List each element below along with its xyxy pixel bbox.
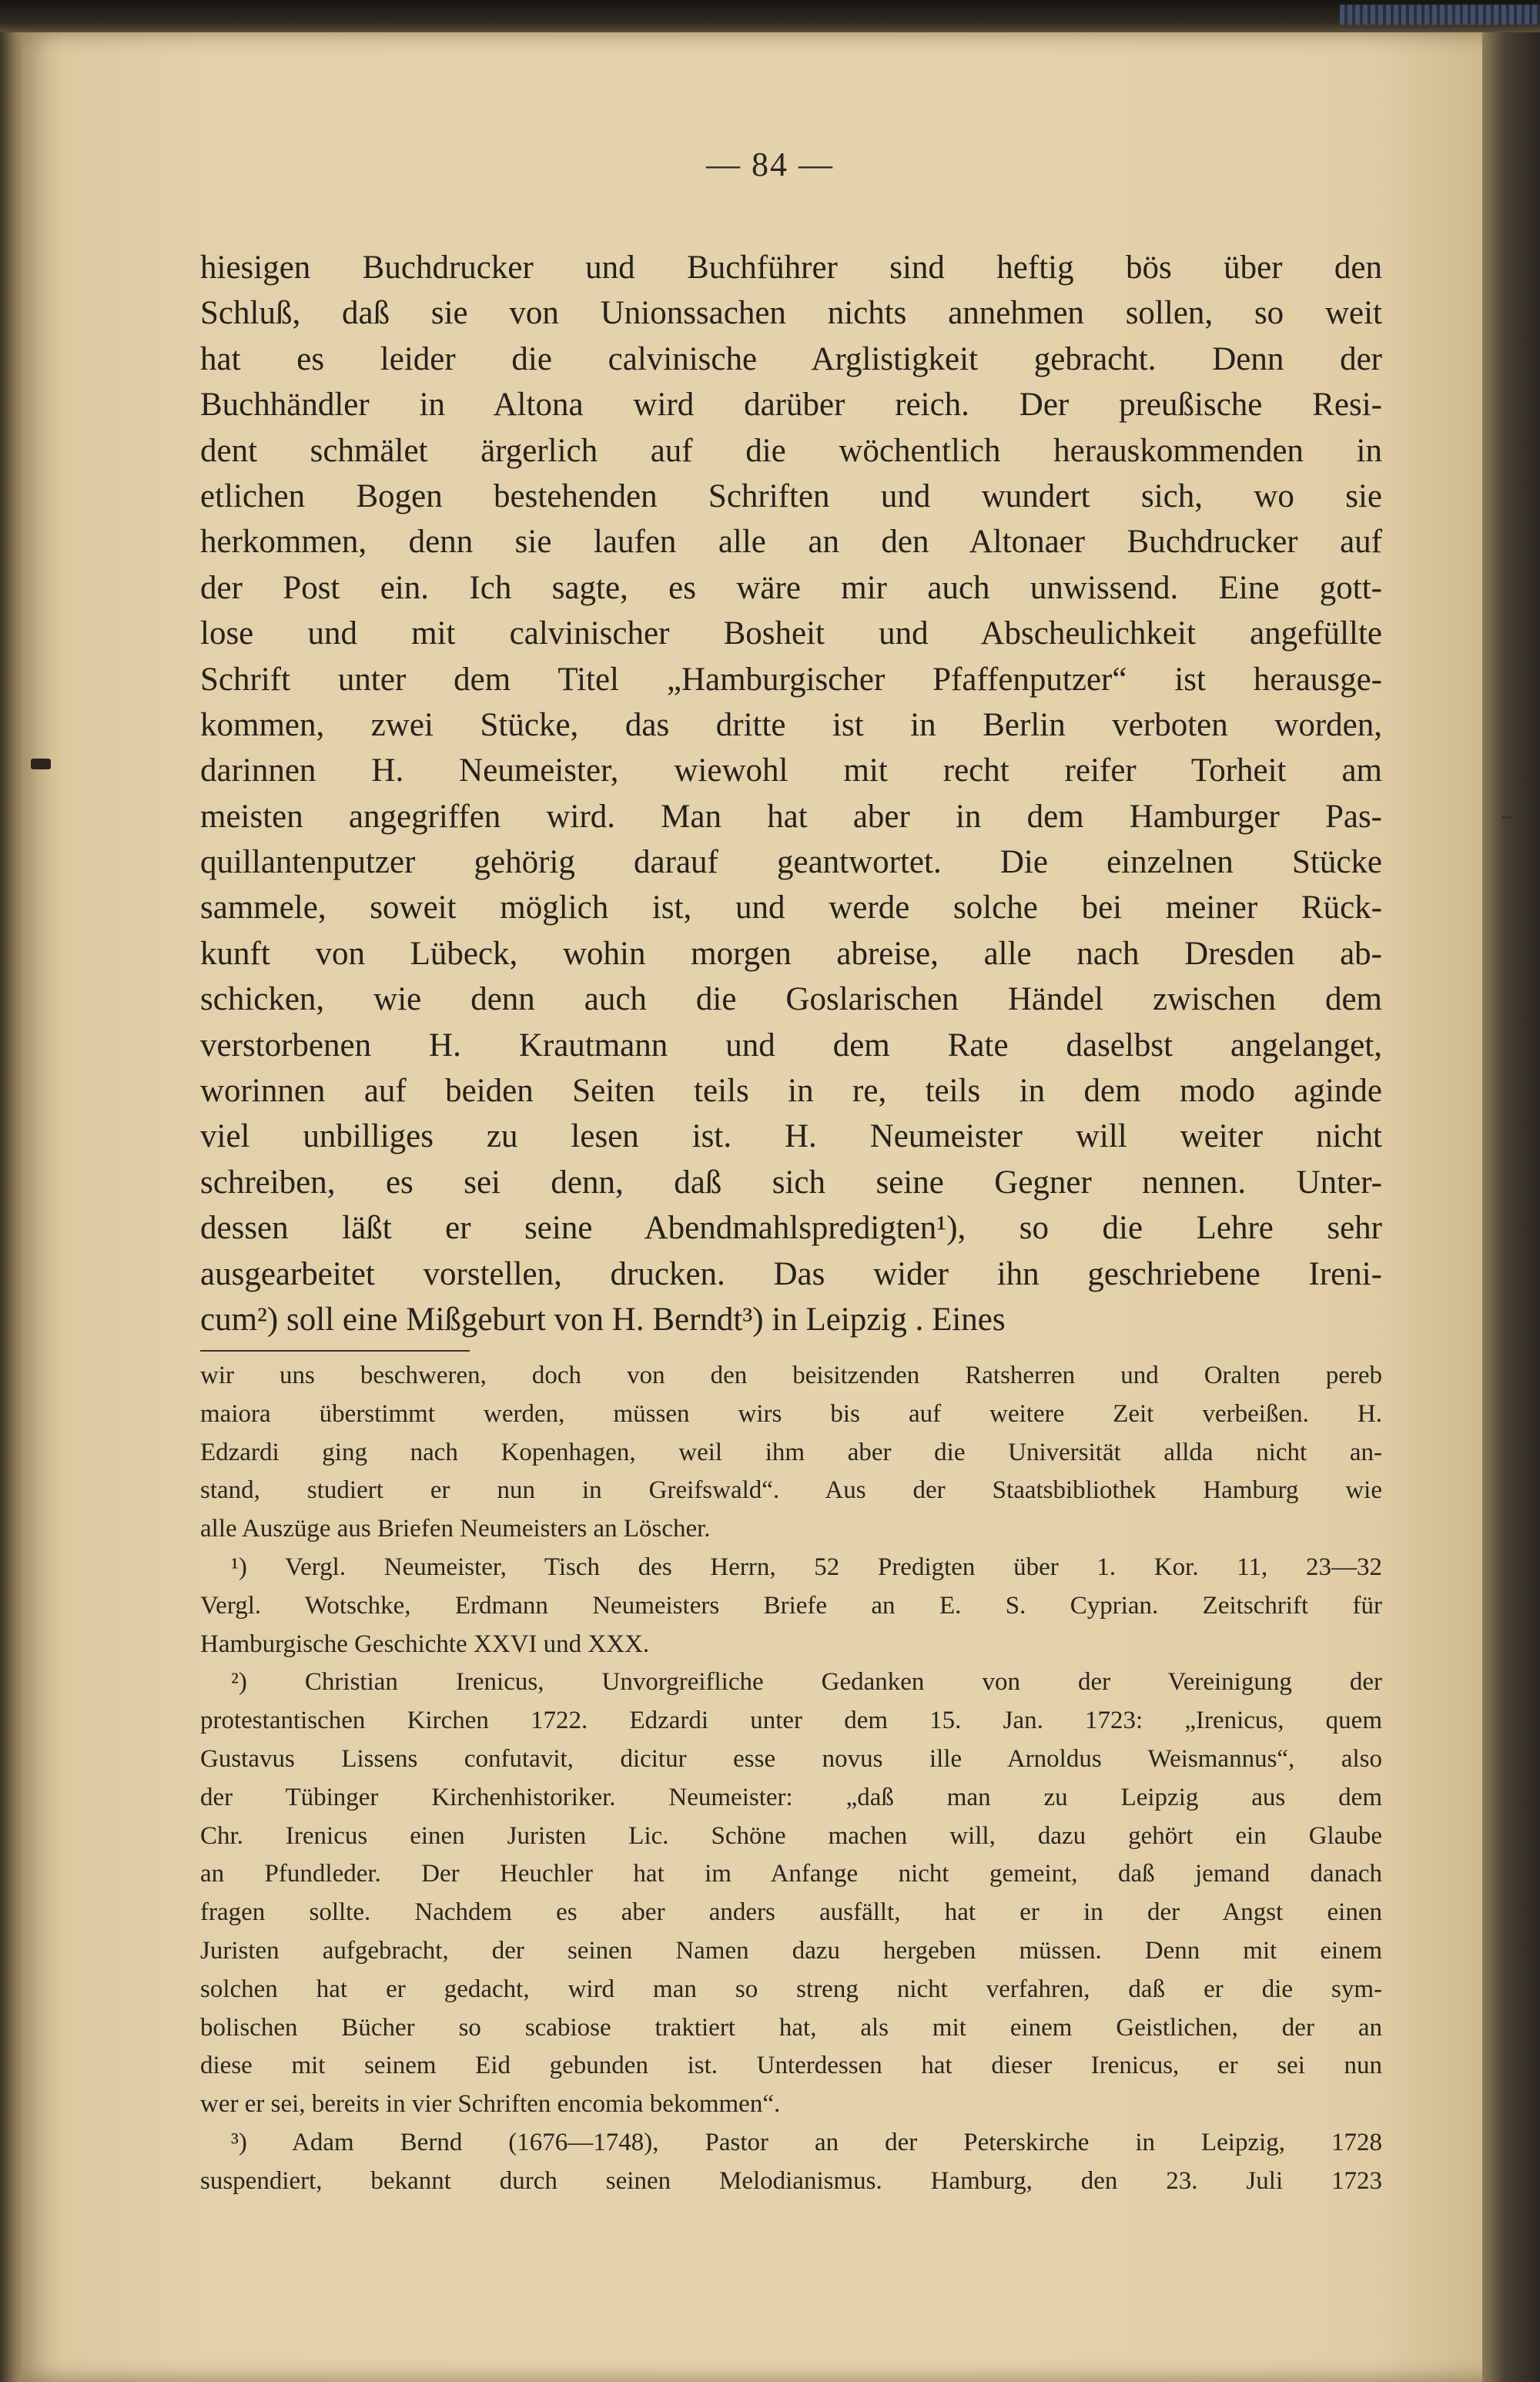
text-line: schreiben, es sei denn, daß sich seine Gegner nennen. Unter-: [200, 1164, 1382, 1201]
footnote-line: Edzardi ging nach Kopenhagen, weil ihm aber die Universität allda nicht an-: [200, 1438, 1382, 1466]
page-number: — 84 —: [706, 146, 834, 183]
text-line: etlichen Bogen bestehenden Schriften und wundert sich, wo sie: [200, 477, 1382, 514]
footnote-line: Vergl. Wotschke, Erdmann Neumeisters Briefe an E. S. Cyprian. Zeitschrift für: [200, 1591, 1382, 1620]
text-line: kunft von Lübeck, wohin morgen abreise, alle nach Dresden ab-: [200, 935, 1382, 972]
scan-top-band: [0, 0, 1540, 32]
text-line: quillantenputzer gehörig darauf geantwortet. Die einzelnen Stücke: [200, 844, 1382, 881]
footnote-line: Hamburgische Geschichte XXVI und XXX.: [200, 1630, 650, 1658]
text-line: lose und mit calvinischer Bosheit und Abscheulichkeit angefüllte: [200, 615, 1382, 652]
text-line: dessen läßt er seine Abendmahlspredigten¹), so die Lehre sehr: [200, 1210, 1382, 1247]
text-line: sammele, soweit möglich ist, und werde solche bei meiner Rück-: [200, 889, 1382, 926]
text-line: verstorbenen H. Krautmann und dem Rate daselbst angelanget,: [200, 1027, 1382, 1064]
text-line: ausgearbeitet vorstellen, drucken. Das wider ihn geschriebene Ireni-: [200, 1255, 1382, 1292]
footnote-line: solchen hat er gedacht, wird man so streng nicht verfahren, daß er die sym-: [200, 1975, 1382, 2003]
footnote-line: Chr. Irenicus einen Juristen Lic. Schöne machen will, dazu gehört ein Glaube: [200, 1821, 1382, 1850]
footnote-line: der Tübinger Kirchenhistoriker. Neumeister: „daß man zu Leipzig aus dem: [200, 1783, 1382, 1811]
footnote-line: maiora überstimmt werden, müssen wirs bis auf weitere Zeit verbeißen. H.: [200, 1399, 1382, 1428]
footnote-line: wir uns beschweren, doch von den beisitzenden Ratsherren und Oralten pereb: [200, 1362, 1382, 1389]
footnote-line: fragen sollte. Nachdem es aber anders ausfällt, hat er in der Angst einen: [200, 1898, 1382, 1927]
text-line: cum²) soll eine Mißgeburt von H. Berndt³) in Leipzig . Eines: [200, 1301, 1006, 1338]
text-line: darinnen H. Neumeister, wiewohl mit recht reifer Torheit am: [200, 752, 1382, 789]
margin-dash: [1502, 816, 1512, 819]
text-line: viel unbilliges zu lesen ist. H. Neumeister will weiter nicht: [200, 1118, 1382, 1155]
text-line: hat es leider die calvinische Arglistigkeit gebracht. Denn der: [200, 340, 1382, 377]
footnote-rule: [200, 1350, 470, 1352]
footnote-line: protestantischen Kirchen 1722. Edzardi unter dem 15. Jan. 1723: „Irenicus, quem: [200, 1707, 1382, 1735]
color-stripe: [1340, 5, 1540, 25]
text-line: schicken, wie denn auch die Goslarischen Händel zwischen dem: [200, 981, 1382, 1018]
footnote-line: suspendiert, bekannt durch seinen Melodianismus. Hamburg, den 23. Juli 1723: [200, 2166, 1382, 2195]
book-spine-edge: [1482, 0, 1540, 2382]
text-line: Buchhändler in Altona wird darüber reich. Der preußische Resi-: [200, 387, 1382, 424]
footnote-line: an Pfundleder. Der Heuchler hat im Anfange nicht gemeint, daß jemand danach: [200, 1860, 1382, 1888]
footnote-line: Juristen aufgebracht, der seinen Namen dazu hergeben müssen. Denn mit einem: [200, 1936, 1382, 1965]
text-line: hiesigen Buchdrucker und Buchführer sind heftig bös über den: [200, 250, 1382, 286]
text-line: der Post ein. Ich sagte, es wäre mir auch unwissend. Eine gott-: [200, 569, 1382, 606]
footnote-line: wer er sei, bereits in vier Schriften encomia bekommen“.: [200, 2090, 781, 2119]
text-line: herkommen, denn sie laufen alle an den Altonaer Buchdrucker auf: [200, 524, 1382, 561]
text-line: meisten angegriffen wird. Man hat aber in dem Hamburger Pas-: [200, 798, 1382, 835]
text-line: Schrift unter dem Titel „Hamburgischer Pfaffenputzer“ ist herausge-: [200, 661, 1382, 698]
footnote-line: ²) Christian Irenicus, Unvorgreifliche Gedanken von der Vereinigung der: [231, 1668, 1382, 1697]
text-line: Schluß, daß sie von Unionssachen nichts annehmen sollen, so weit: [200, 295, 1382, 332]
footnote-line: ¹) Vergl. Neumeister, Tisch des Herrn, 52 Predigten über 1. Kor. 11, 23—32: [231, 1553, 1382, 1581]
footnotes: [200, 1357, 1382, 2201]
footnote-line: Gustavus Lissens confutavit, dicitur esse novus ille Arnoldus Weismannus“, also: [200, 1744, 1382, 1773]
footnote-line: stand, studiert er nun in Greifswald“. Aus der Staatsbibliothek Hamburg wie: [200, 1476, 1382, 1505]
footnote-line: alle Auszüge aus Briefen Neumeisters an Löscher.: [200, 1515, 711, 1543]
main-text: [200, 245, 1382, 1342]
footnote-line: diese mit seinem Eid gebunden ist. Unterdessen hat dieser Irenicus, er sei nun: [200, 2052, 1382, 2080]
text-line: dent schmälet ärgerlich auf die wöchentlich herauskommenden in: [200, 432, 1382, 469]
text-line: kommen, zwei Stücke, das dritte ist in Berlin verboten worden,: [200, 706, 1382, 743]
footnote-line: bolischen Bücher so scabiose traktiert hat, als mit einem Geistlichen, der an: [200, 2013, 1382, 2042]
footnote-line: ³) Adam Bernd (1676—1748), Pastor an der Peterskirche in Leipzig, 1728: [231, 2128, 1382, 2156]
margin-mark: [31, 759, 51, 769]
text-line: worinnen auf beiden Seiten teils in re, teils in dem modo aginde: [200, 1073, 1382, 1110]
